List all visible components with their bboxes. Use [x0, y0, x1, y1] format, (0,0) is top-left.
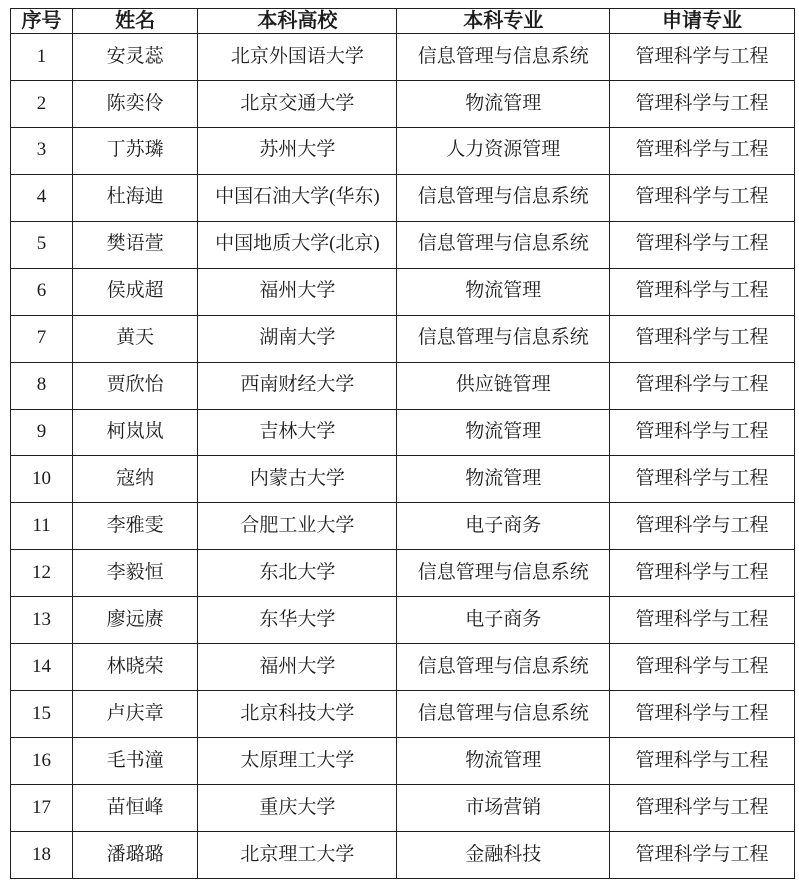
cell-applied: 管理科学与工程 — [609, 503, 794, 550]
cell-school: 合肥工业大学 — [198, 503, 397, 550]
cell-major: 物流管理 — [397, 80, 609, 127]
cell-name: 贾欣怡 — [72, 362, 197, 409]
cell-name: 潘璐璐 — [72, 831, 197, 878]
table-row — [11, 785, 795, 832]
cell-applied: 管理科学与工程 — [609, 456, 794, 503]
cell-name: 寇纳 — [72, 456, 197, 503]
cell-major: 信息管理与信息系统 — [397, 221, 609, 268]
table-header — [11, 9, 795, 34]
table-row — [11, 221, 795, 268]
cell-major: 信息管理与信息系统 — [397, 644, 609, 691]
cell-index: 12 — [11, 550, 73, 597]
table-row — [11, 597, 795, 644]
cell-applied: 管理科学与工程 — [609, 691, 794, 738]
column-header-applied: 申请专业 — [609, 9, 794, 34]
table-row — [11, 362, 795, 409]
cell-school: 东北大学 — [198, 550, 397, 597]
cell-school: 东华大学 — [198, 597, 397, 644]
cell-applied: 管理科学与工程 — [609, 362, 794, 409]
column-header-index: 序号 — [11, 9, 73, 34]
cell-school: 福州大学 — [198, 268, 397, 315]
cell-name: 丁苏璘 — [72, 127, 197, 174]
cell-name: 安灵蕊 — [72, 34, 197, 81]
table-row — [11, 174, 795, 221]
cell-index: 13 — [11, 597, 73, 644]
cell-name: 陈奕伶 — [72, 80, 197, 127]
cell-index: 6 — [11, 268, 73, 315]
cell-applied: 管理科学与工程 — [609, 597, 794, 644]
cell-name: 李雅雯 — [72, 503, 197, 550]
cell-major: 信息管理与信息系统 — [397, 315, 609, 362]
cell-school: 北京交通大学 — [198, 80, 397, 127]
cell-applied: 管理科学与工程 — [609, 785, 794, 832]
column-header-major: 本科专业 — [397, 9, 609, 34]
cell-applied: 管理科学与工程 — [609, 409, 794, 456]
cell-index: 14 — [11, 644, 73, 691]
cell-index: 18 — [11, 831, 73, 878]
column-header-name: 姓名 — [72, 9, 197, 34]
table-row — [11, 644, 795, 691]
cell-school: 北京理工大学 — [198, 831, 397, 878]
cell-school: 太原理工大学 — [198, 738, 397, 785]
cell-applied: 管理科学与工程 — [609, 315, 794, 362]
cell-applied: 管理科学与工程 — [609, 221, 794, 268]
cell-school: 中国石油大学(华东) — [198, 174, 397, 221]
cell-index: 4 — [11, 174, 73, 221]
table-row — [11, 268, 795, 315]
cell-name: 侯成超 — [72, 268, 197, 315]
cell-index: 16 — [11, 738, 73, 785]
cell-index: 11 — [11, 503, 73, 550]
cell-major: 信息管理与信息系统 — [397, 34, 609, 81]
cell-name: 廖远赓 — [72, 597, 197, 644]
cell-name: 毛书潼 — [72, 738, 197, 785]
table-row — [11, 738, 795, 785]
table-row — [11, 831, 795, 878]
cell-major: 物流管理 — [397, 456, 609, 503]
cell-name: 杜海迪 — [72, 174, 197, 221]
cell-applied: 管理科学与工程 — [609, 738, 794, 785]
cell-school: 内蒙古大学 — [198, 456, 397, 503]
cell-applied: 管理科学与工程 — [609, 550, 794, 597]
cell-name: 苗恒峰 — [72, 785, 197, 832]
cell-major: 信息管理与信息系统 — [397, 550, 609, 597]
table-row — [11, 80, 795, 127]
cell-name: 林晓荣 — [72, 644, 197, 691]
cell-school: 中国地质大学(北京) — [198, 221, 397, 268]
table-row — [11, 34, 795, 81]
cell-school: 湖南大学 — [198, 315, 397, 362]
table-row — [11, 315, 795, 362]
cell-major: 电子商务 — [397, 597, 609, 644]
column-header-school: 本科高校 — [198, 9, 397, 34]
cell-major: 电子商务 — [397, 503, 609, 550]
cell-index: 8 — [11, 362, 73, 409]
cell-index: 1 — [11, 34, 73, 81]
applicants-table — [10, 8, 795, 879]
table-row — [11, 550, 795, 597]
cell-applied: 管理科学与工程 — [609, 34, 794, 81]
cell-applied: 管理科学与工程 — [609, 80, 794, 127]
cell-school: 北京外国语大学 — [198, 34, 397, 81]
cell-name: 樊语萱 — [72, 221, 197, 268]
cell-school: 苏州大学 — [198, 127, 397, 174]
cell-major: 物流管理 — [397, 409, 609, 456]
cell-applied: 管理科学与工程 — [609, 127, 794, 174]
cell-school: 北京科技大学 — [198, 691, 397, 738]
cell-major: 物流管理 — [397, 268, 609, 315]
table-row — [11, 691, 795, 738]
cell-index: 7 — [11, 315, 73, 362]
cell-index: 9 — [11, 409, 73, 456]
cell-major: 供应链管理 — [397, 362, 609, 409]
cell-major: 物流管理 — [397, 738, 609, 785]
table-body — [11, 34, 795, 879]
cell-name: 卢庆章 — [72, 691, 197, 738]
cell-major: 人力资源管理 — [397, 127, 609, 174]
cell-school: 西南财经大学 — [198, 362, 397, 409]
cell-index: 10 — [11, 456, 73, 503]
cell-name: 李毅恒 — [72, 550, 197, 597]
table-row — [11, 503, 795, 550]
table-row — [11, 409, 795, 456]
cell-applied: 管理科学与工程 — [609, 174, 794, 221]
cell-major: 金融科技 — [397, 831, 609, 878]
cell-name: 黄天 — [72, 315, 197, 362]
cell-index: 17 — [11, 785, 73, 832]
cell-index: 2 — [11, 80, 73, 127]
cell-index: 15 — [11, 691, 73, 738]
cell-applied: 管理科学与工程 — [609, 644, 794, 691]
cell-major: 信息管理与信息系统 — [397, 691, 609, 738]
cell-major: 市场营销 — [397, 785, 609, 832]
table-row — [11, 456, 795, 503]
cell-index: 3 — [11, 127, 73, 174]
cell-applied: 管理科学与工程 — [609, 831, 794, 878]
cell-school: 吉林大学 — [198, 409, 397, 456]
cell-school: 重庆大学 — [198, 785, 397, 832]
cell-major: 信息管理与信息系统 — [397, 174, 609, 221]
cell-index: 5 — [11, 221, 73, 268]
header-row — [11, 9, 795, 34]
cell-name: 柯岚岚 — [72, 409, 197, 456]
table-row — [11, 127, 795, 174]
cell-school: 福州大学 — [198, 644, 397, 691]
cell-applied: 管理科学与工程 — [609, 268, 794, 315]
